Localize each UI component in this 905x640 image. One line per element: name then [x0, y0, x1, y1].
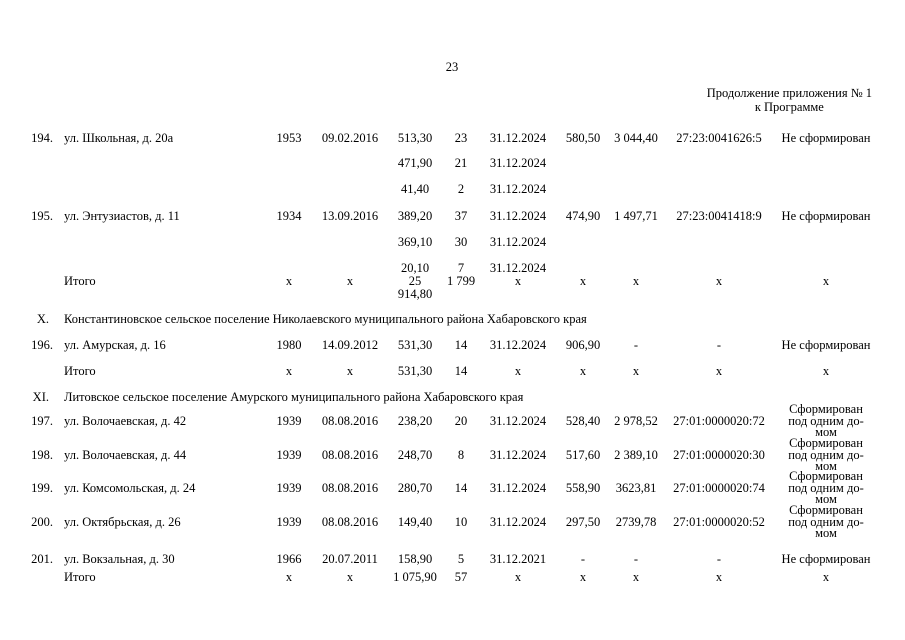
residents-cell: 30 [454, 235, 468, 249]
area-cell: 471,90 [397, 156, 433, 170]
land-area-cell: 474,90 [565, 209, 601, 223]
land-value-cell: х [632, 274, 640, 288]
total-residents-cell: 14 [454, 364, 468, 378]
address-cell: ул. Волочаевская, д. 42 [64, 414, 187, 428]
area-cell: 531,30 [397, 338, 433, 352]
area-cell: 369,10 [397, 235, 433, 249]
residents-cell: 2 [457, 182, 465, 196]
deadline-cell: 31.12.2024 [489, 414, 547, 428]
status-line: мом [815, 526, 837, 540]
deadline-cell: 31.12.2024 [489, 515, 547, 529]
build-year-cell: 1966 [276, 552, 302, 566]
row-number: 198. [31, 448, 53, 462]
land-status-cell: х [822, 274, 830, 288]
cadastral-number-cell: 27:01:0000020:52 [673, 515, 765, 529]
land-value-cell: х [632, 570, 640, 584]
row-number: 197. [31, 414, 53, 428]
deadline-cell: 31.12.2024 [489, 209, 547, 223]
area-cell: 149,40 [397, 515, 433, 529]
page-number: 23 [445, 60, 459, 74]
total-row [0, 571, 905, 584]
deadline-cell: 31.12.2024 [489, 235, 547, 249]
recognition-date-cell: х [346, 570, 354, 584]
table-row [0, 339, 905, 352]
land-area-cell: х [579, 570, 587, 584]
build-year-cell: 1980 [276, 338, 302, 352]
land-status-cell [776, 404, 876, 439]
land-value-cell: 2739,78 [615, 515, 657, 529]
deadline-cell: х [514, 570, 522, 584]
land-value-cell: - [633, 552, 639, 566]
land-status-cell [776, 471, 876, 506]
table-row [0, 132, 905, 145]
section-title: Константиновское сельское поселение Николаевского муниципального района Хабаровского края [64, 312, 587, 326]
recognition-date-cell: 08.08.2016 [321, 515, 379, 529]
area-cell: 513,30 [397, 131, 433, 145]
recognition-date-cell: х [346, 274, 354, 288]
section-heading [0, 391, 905, 404]
build-year-cell: 1953 [276, 131, 302, 145]
deadline-cell: 31.12.2024 [489, 131, 547, 145]
build-year-cell: 1939 [276, 448, 302, 462]
build-year-cell: х [285, 570, 293, 584]
recognition-date-cell: 08.08.2016 [321, 481, 379, 495]
land-value-cell: 3623,81 [615, 481, 657, 495]
section-number: XI. [32, 390, 49, 404]
address-cell: ул. Волочаевская, д. 44 [64, 448, 187, 462]
cadastral-number-cell: 27:01:0000020:30 [673, 448, 765, 462]
land-status-cell: Не сформирован [781, 338, 871, 352]
total-residents-cell: 1 799 [446, 274, 476, 288]
residents-cell: 14 [454, 481, 468, 495]
recognition-date-cell: 09.02.2016 [321, 131, 379, 145]
deadline-cell: х [514, 274, 522, 288]
residents-cell: 8 [457, 448, 465, 462]
deadline-cell: х [514, 364, 522, 378]
land-value-cell: х [632, 364, 640, 378]
address-cell: ул. Амурская, д. 16 [64, 338, 166, 352]
residents-cell: 7 [457, 261, 465, 275]
address-cell: ул. Октябрьская, д. 26 [64, 515, 181, 529]
status-line: под одним до- [788, 413, 864, 428]
row-number: 199. [31, 481, 53, 495]
table-row [0, 402, 905, 439]
total-row [0, 365, 905, 378]
land-status-cell [776, 438, 876, 473]
table-subrow [0, 236, 905, 249]
status-line: Сформирован [789, 469, 863, 483]
section-heading [0, 313, 905, 326]
residents-cell: 23 [454, 131, 468, 145]
row-number: 200. [31, 515, 53, 529]
cadastral-number-cell: х [715, 570, 723, 584]
status-line: Сформирован [789, 503, 863, 517]
area-cell: 20,10 [400, 261, 430, 275]
status-line: под одним до- [788, 514, 864, 529]
table-row [0, 553, 905, 566]
cadastral-number-cell: х [715, 364, 723, 378]
deadline-cell: 31.12.2024 [489, 261, 547, 275]
appendix-program: к Программе [754, 100, 824, 114]
recognition-date-cell: 08.08.2016 [321, 414, 379, 428]
table-row [0, 436, 905, 473]
cadastral-number-cell: 27:01:0000020:72 [673, 414, 765, 428]
total-area-cell: 1 075,90 [393, 570, 437, 584]
status-line: Сформирован [789, 402, 863, 416]
land-area-cell: 297,50 [565, 515, 601, 529]
recognition-date-cell: х [346, 364, 354, 378]
deadline-cell: 31.12.2024 [489, 156, 547, 170]
deadline-cell: 31.12.2021 [489, 552, 547, 566]
status-line: мом [815, 425, 837, 439]
residents-cell: 10 [454, 515, 468, 529]
address-cell: ул. Вокзальная, д. 30 [64, 552, 175, 566]
total-label: Итого [64, 570, 96, 584]
table-row [0, 469, 905, 506]
residents-cell: 37 [454, 209, 468, 223]
land-status-cell: Не сформирован [781, 552, 871, 566]
recognition-date-cell: 20.07.2011 [322, 552, 378, 566]
land-status-cell: х [822, 570, 830, 584]
area-cell: 158,90 [397, 552, 433, 566]
address-cell: ул. Энтузиастов, д. 11 [64, 209, 180, 223]
deadline-cell: 31.12.2024 [489, 182, 547, 196]
row-number: 195. [31, 209, 53, 223]
land-value-cell: 2 978,52 [614, 414, 658, 428]
status-line: мом [815, 492, 837, 506]
land-area-cell: 517,60 [565, 448, 601, 462]
total-residents-cell: 57 [454, 570, 468, 584]
total-area-cell: 531,30 [397, 364, 433, 378]
cadastral-number-cell: х [715, 274, 723, 288]
land-area-cell: х [579, 274, 587, 288]
residents-cell: 14 [454, 338, 468, 352]
total-label: Итого [64, 364, 96, 378]
land-area-cell: 558,90 [565, 481, 601, 495]
land-value-cell: - [633, 338, 639, 352]
cadastral-number-cell: 27:01:0000020:74 [673, 481, 765, 495]
section-title: Литовское сельское поселение Амурского муниципального района Хабаровского края [64, 390, 524, 404]
cadastral-number-cell: 27:23:0041626:5 [676, 131, 762, 145]
status-line: Сформирован [789, 436, 863, 450]
deadline-cell: 31.12.2024 [489, 338, 547, 352]
land-value-cell: 1 497,71 [614, 209, 658, 223]
land-area-cell: х [579, 364, 587, 378]
table-subrow [0, 183, 905, 196]
appendix-continuation: Продолжение приложения № 1 [706, 86, 872, 100]
status-line: мом [815, 459, 837, 473]
area-cell: 280,70 [397, 481, 433, 495]
cadastral-number-cell: - [716, 552, 722, 566]
build-year-cell: х [285, 364, 293, 378]
build-year-cell: 1939 [276, 414, 302, 428]
build-year-cell: х [285, 274, 293, 288]
land-status-cell: х [822, 364, 830, 378]
land-value-cell: 2 389,10 [614, 448, 658, 462]
cadastral-number-cell: - [716, 338, 722, 352]
land-area-cell: 906,90 [565, 338, 601, 352]
build-year-cell: 1934 [276, 209, 302, 223]
deadline-cell: 31.12.2024 [489, 481, 547, 495]
area-cell: 248,70 [397, 448, 433, 462]
status-line: под одним до- [788, 480, 864, 495]
total-label: Итого [64, 274, 96, 288]
recognition-date-cell: 14.09.2012 [321, 338, 379, 352]
land-status-cell [776, 505, 876, 540]
land-status-cell: Не сформирован [781, 131, 871, 145]
address-cell: ул. Школьная, д. 20а [64, 131, 174, 145]
land-value-cell: 3 044,40 [614, 131, 658, 145]
status-line: под одним до- [788, 447, 864, 462]
land-area-cell: - [580, 552, 586, 566]
residents-cell: 21 [454, 156, 468, 170]
table-row [0, 210, 905, 223]
section-number: X. [36, 312, 49, 326]
area-cell: 41,40 [400, 182, 430, 196]
table-row [0, 503, 905, 540]
build-year-cell: 1939 [276, 515, 302, 529]
cadastral-number-cell: 27:23:0041418:9 [676, 209, 762, 223]
appendix-note [707, 86, 872, 114]
table-subrow [0, 157, 905, 170]
land-status-cell: Не сформирован [781, 209, 871, 223]
land-area-cell: 580,50 [565, 131, 601, 145]
total-row [0, 274, 905, 301]
area-cell: 238,20 [397, 414, 433, 428]
land-area-cell: 528,40 [565, 414, 601, 428]
total-area-cell: 25 914,80 [397, 274, 433, 301]
row-number: 201. [31, 552, 53, 566]
deadline-cell: 31.12.2024 [489, 448, 547, 462]
residents-cell: 5 [457, 552, 465, 566]
build-year-cell: 1939 [276, 481, 302, 495]
row-number: 196. [31, 338, 53, 352]
recognition-date-cell: 13.09.2016 [321, 209, 379, 223]
recognition-date-cell: 08.08.2016 [321, 448, 379, 462]
area-cell: 389,20 [397, 209, 433, 223]
residents-cell: 20 [454, 414, 468, 428]
row-number: 194. [31, 131, 53, 145]
address-cell: ул. Комсомольская, д. 24 [64, 481, 196, 495]
